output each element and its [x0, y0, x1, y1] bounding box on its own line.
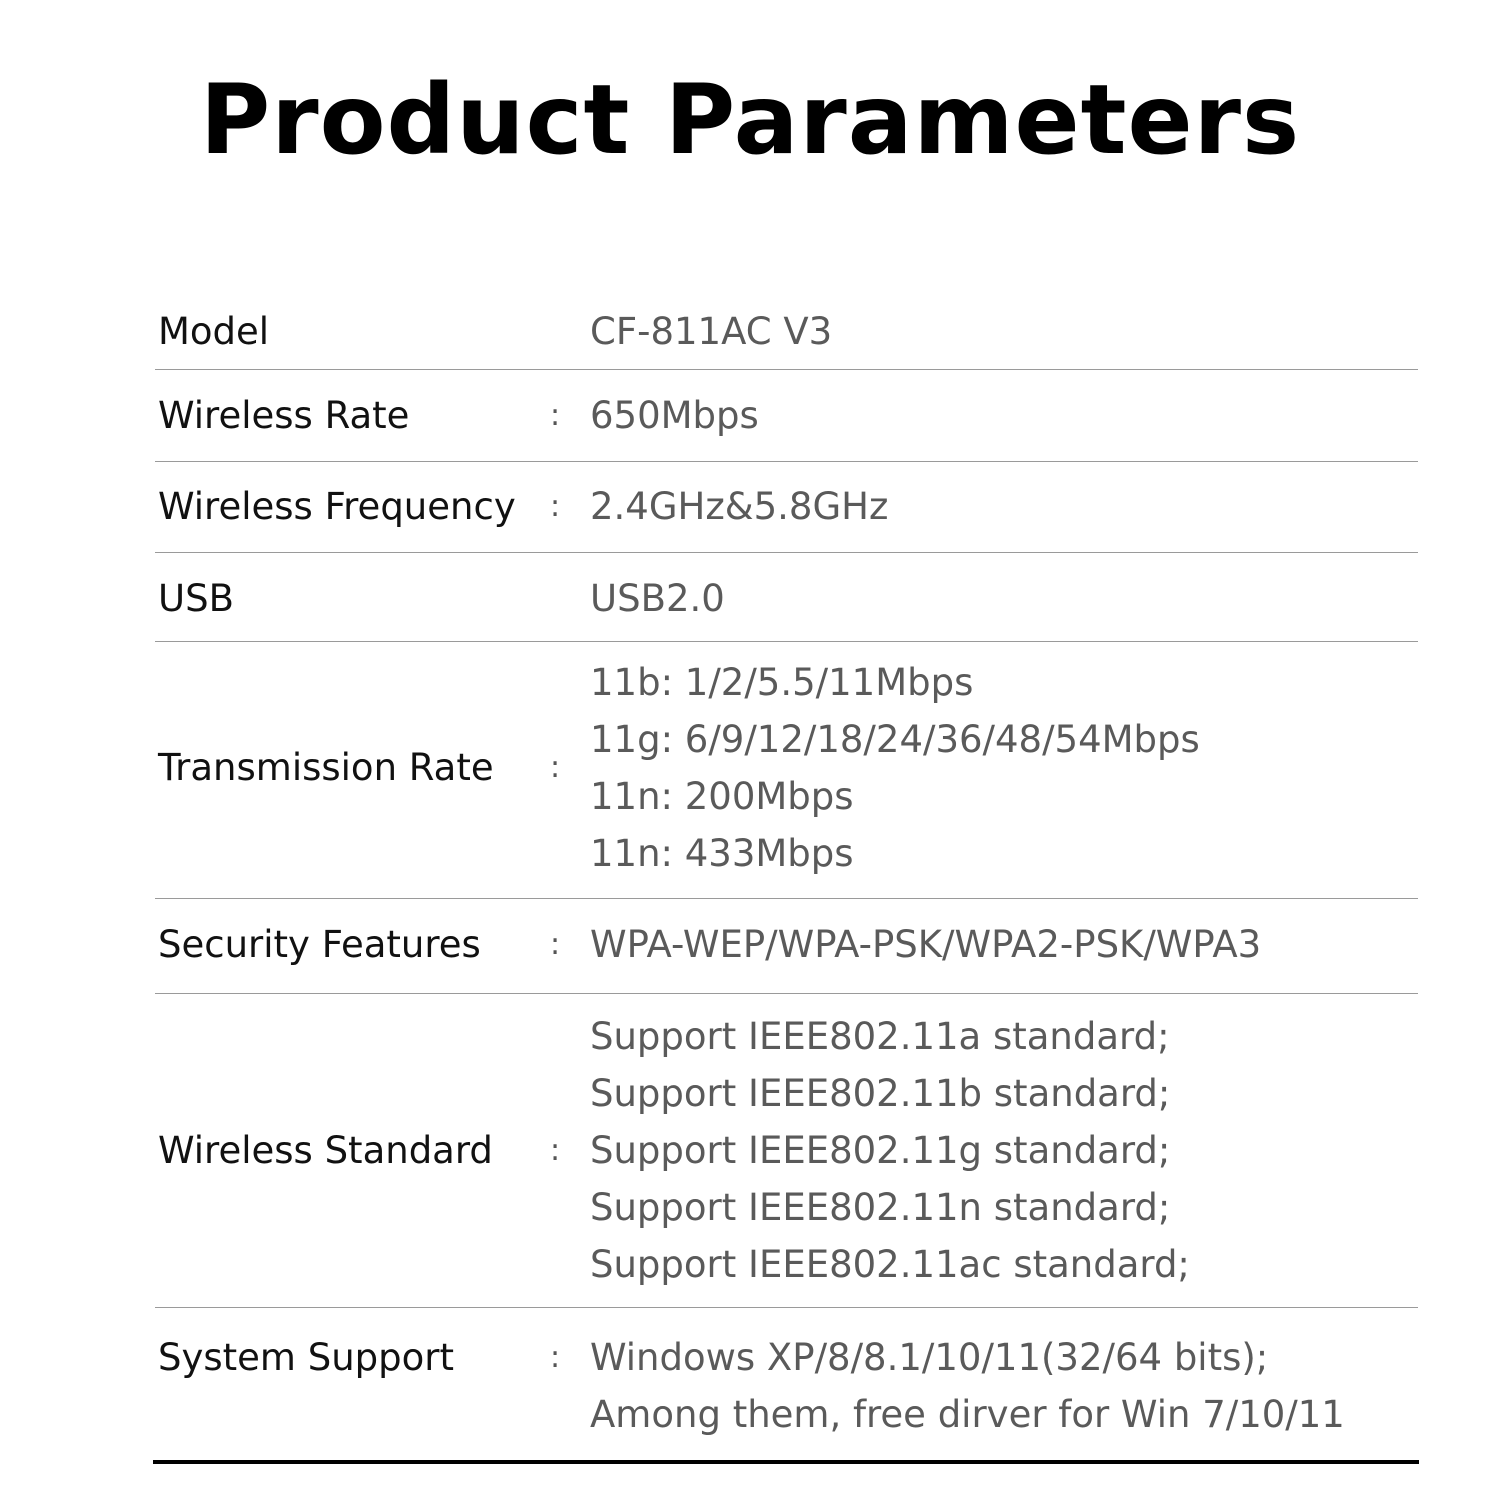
spec-row-system-support [155, 1329, 1418, 1443]
spec-value: Support IEEE802.11ac standard; [590, 1243, 1190, 1286]
spec-colon: : [550, 489, 561, 524]
spec-colon: : [550, 750, 561, 785]
spec-value: Support IEEE802.11g standard; [590, 1129, 1171, 1172]
spec-value: 2.4GHz&5.8GHz [590, 485, 889, 528]
row-divider [155, 552, 1418, 553]
spec-row-security-features [155, 916, 1418, 973]
spec-values [590, 916, 1261, 973]
bottom-rule [153, 1460, 1419, 1464]
spec-row-wireless-standard [155, 1008, 1418, 1293]
spec-colon: : [550, 398, 561, 433]
row-divider [155, 369, 1418, 370]
spec-colon: : [550, 1340, 561, 1375]
spec-value: Support IEEE802.11n standard; [590, 1186, 1171, 1229]
spec-label: Transmission Rate [158, 746, 494, 789]
spec-values [590, 478, 888, 535]
spec-colon: : [550, 927, 561, 962]
spec-label: Security Features [158, 923, 481, 966]
spec-value: Windows XP/8/8.1/10/11(32/64 bits); [590, 1336, 1269, 1379]
spec-colon: : [550, 1133, 561, 1168]
page-title: Product Parameters [199, 64, 1301, 176]
spec-value: Among them, free dirver for Win 7/10/11 [590, 1393, 1345, 1436]
spec-label: Wireless Rate [158, 394, 410, 437]
spec-row-transmission-rate [155, 654, 1418, 882]
spec-label: Wireless Standard [158, 1129, 493, 1172]
spec-value: 11b: 1/2/5.5/11Mbps [590, 661, 974, 704]
spec-row-wireless-rate [155, 387, 1418, 444]
spec-row-wireless-frequency [155, 478, 1418, 535]
spec-value: WPA-WEP/WPA-PSK/WPA2-PSK/WPA3 [590, 923, 1262, 966]
spec-value: Support IEEE802.11b standard; [590, 1072, 1171, 1115]
spec-values [590, 1008, 1190, 1293]
spec-value: Support IEEE802.11a standard; [590, 1015, 1170, 1058]
spec-value: 11n: 433Mbps [590, 832, 854, 875]
spec-values [590, 654, 1200, 882]
spec-label: System Support [158, 1336, 454, 1379]
spec-value: 11g: 6/9/12/18/24/36/48/54Mbps [590, 718, 1200, 761]
spec-label: Wireless Frequency [158, 485, 516, 528]
row-divider [155, 461, 1418, 462]
spec-label: USB [158, 577, 234, 620]
spec-values [590, 303, 832, 360]
row-divider [155, 898, 1418, 899]
spec-values [590, 1329, 1345, 1443]
spec-row-usb [155, 570, 1418, 627]
spec-value: CF-811AC V3 [590, 310, 833, 353]
spec-label: Model [158, 310, 270, 353]
row-divider [155, 641, 1418, 642]
row-divider [155, 1307, 1418, 1308]
spec-row-model [155, 303, 1418, 360]
row-divider [155, 993, 1418, 994]
spec-values [590, 570, 725, 627]
spec-value: USB2.0 [590, 577, 725, 620]
spec-values [590, 387, 759, 444]
spec-value: 650Mbps [590, 394, 759, 437]
spec-value: 11n: 200Mbps [590, 775, 854, 818]
